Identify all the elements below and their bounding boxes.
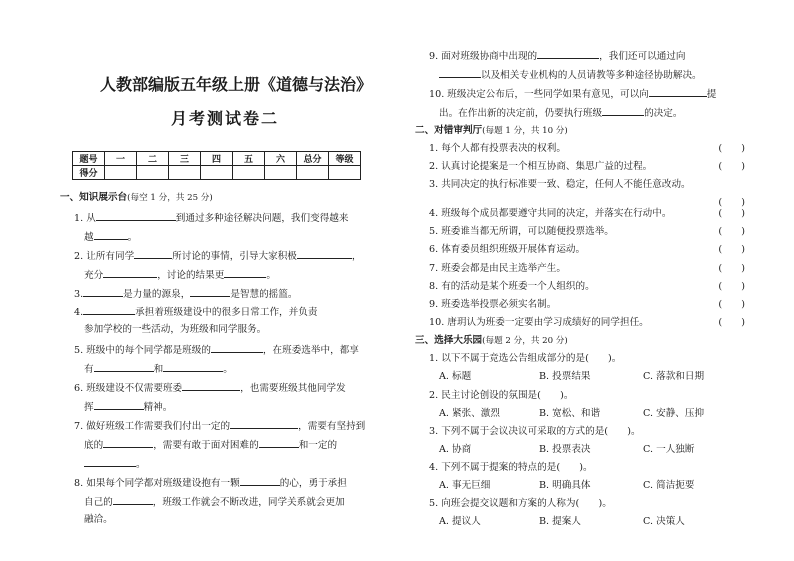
- option-c[interactable]: C. 安静、压抑: [643, 408, 705, 419]
- choice-options: [439, 443, 694, 456]
- question-text: 。: [127, 232, 138, 243]
- question-text: 提: [706, 89, 717, 100]
- answer-paren[interactable]: ( ): [718, 226, 745, 237]
- option-c[interactable]: C. 决策人: [643, 516, 685, 527]
- score-cell[interactable]: [137, 166, 169, 180]
- question-text: 以及相关专业机构的人员请教等多种途径协助解决。: [481, 70, 702, 81]
- answer-blank[interactable]: [103, 437, 153, 448]
- fill-question-2-cont: [84, 267, 276, 282]
- question-text: 自己的: [84, 497, 113, 508]
- question-text: 所讨论的事情，引导大家积极: [172, 251, 297, 262]
- question-text: 到通过多种途径解决问题，我们变得越来: [175, 213, 349, 224]
- answer-blank[interactable]: [163, 361, 223, 372]
- choice-question: 1. 以下不属于竞选公告组成部分的是( )。: [429, 353, 622, 364]
- statement-text: 2. 认真讨论提案是一个相互协商、集思广益的过程。: [429, 161, 653, 172]
- score-header-cell: 二: [137, 152, 169, 166]
- question-text: 。: [266, 270, 276, 281]
- question-text: 10. 班级决定公布后，一些同学如果有意见，可以向: [429, 89, 649, 100]
- option-c[interactable]: C. 简洁扼要: [643, 480, 695, 491]
- fill-question-1-cont: [84, 229, 137, 244]
- statement-text: 10. 唐玥认为班委一定要由学习成绩好的同学担任。: [429, 317, 649, 328]
- question-text: 3.: [74, 289, 84, 300]
- true-false-item: [429, 178, 745, 191]
- fill-question-1: [74, 210, 348, 225]
- score-cell[interactable]: [233, 166, 265, 180]
- answer-paren[interactable]: ( ): [718, 317, 745, 328]
- fill-question-6: [74, 380, 346, 395]
- true-false-item: [429, 142, 745, 155]
- statement-text: 7. 班委会都是由民主选举产生。: [429, 263, 566, 274]
- option-b[interactable]: B. 投票结果: [539, 371, 591, 382]
- answer-blank[interactable]: [649, 86, 707, 97]
- question-text: 1. 从: [74, 213, 96, 224]
- question-text: 的决定。: [644, 108, 683, 119]
- fill-question-3: [74, 286, 297, 301]
- fill-question-2: [74, 248, 361, 263]
- fill-question-8-cont2: [84, 513, 113, 526]
- score-cell[interactable]: [265, 166, 297, 180]
- question-text: 。: [223, 364, 233, 375]
- true-false-item: [429, 280, 745, 293]
- option-b[interactable]: B. 宽松、和谐: [539, 408, 601, 419]
- answer-blank[interactable]: [602, 105, 644, 116]
- section1-heading: [60, 191, 213, 205]
- choice-options: [439, 370, 704, 383]
- section3-note: (每题 2 分，共 20 分): [482, 336, 568, 346]
- answer-blank[interactable]: [224, 267, 266, 278]
- option-b[interactable]: B. 提案人: [539, 516, 581, 527]
- question-text: ，: [351, 251, 362, 262]
- score-cell[interactable]: [169, 166, 201, 180]
- question-text: 有: [84, 364, 94, 375]
- statement-text: 3. 共同决定的执行标准要一致、稳定，任何人不能任意改动。: [429, 179, 691, 190]
- answer-blank[interactable]: [211, 342, 263, 353]
- answer-blank[interactable]: [259, 437, 299, 448]
- section1-title: 一、知识展示台: [60, 192, 128, 203]
- answer-blank[interactable]: [96, 210, 176, 221]
- true-false-item: [429, 262, 745, 275]
- score-header-cell: 题号: [73, 152, 105, 166]
- question-text: 8. 如果每个同学都对班级建设抱有一颗: [74, 478, 240, 489]
- fill-question-5-cont: [84, 361, 233, 376]
- question-text: ，在班委选举中，都享: [262, 345, 359, 356]
- answer-blank[interactable]: [83, 286, 123, 297]
- fill-question-5: [74, 342, 359, 357]
- true-false-item: [429, 243, 745, 256]
- score-row-label: 得分: [73, 166, 105, 180]
- answer-blank[interactable]: [537, 48, 599, 59]
- answer-blank[interactable]: [83, 304, 135, 315]
- question-text: 底的: [84, 440, 104, 451]
- score-header-cell: 总分: [297, 152, 329, 166]
- option-a[interactable]: A. 协商: [439, 444, 472, 455]
- answer-blank[interactable]: [240, 475, 280, 486]
- answer-paren[interactable]: ( ): [718, 143, 745, 154]
- choice-options: [439, 407, 704, 420]
- option-a[interactable]: A. 事无巨细: [439, 480, 491, 491]
- option-c[interactable]: C. 落款和日期: [643, 371, 705, 382]
- score-table-header-row: [73, 152, 361, 166]
- score-cell[interactable]: [105, 166, 137, 180]
- option-b[interactable]: B. 明确具体: [539, 480, 591, 491]
- question-text: 2. 让所有同学: [74, 251, 135, 262]
- question-text: 越: [84, 232, 94, 243]
- section3-title: 三、选择大乐园: [415, 335, 483, 346]
- answer-blank[interactable]: [230, 418, 298, 429]
- question-text: 的心，勇于承担: [279, 478, 347, 489]
- true-false-item: [429, 207, 745, 220]
- answer-blank[interactable]: [190, 286, 230, 297]
- answer-blank[interactable]: [439, 67, 481, 78]
- statement-text: 8. 有的活动是某个班委一个人组织的。: [429, 281, 595, 292]
- fill-question-9: [429, 48, 685, 63]
- answer-blank[interactable]: [84, 456, 136, 467]
- score-cell[interactable]: [329, 166, 361, 180]
- true-false-item: [429, 160, 745, 173]
- option-b[interactable]: B. 投票表决: [539, 444, 591, 455]
- choice-question: 3. 下列不属于会议决议可采取的方式的是( )。: [429, 426, 641, 437]
- exam-title: 人教部编版五年级上册《道德与法治》: [100, 75, 373, 94]
- answer-blank[interactable]: [182, 380, 240, 391]
- question-text: 挥: [84, 402, 94, 413]
- statement-text: 4. 班级每个成员都要遵守共同的决定，并落实在行动中。: [429, 208, 672, 219]
- true-false-item: [429, 298, 745, 311]
- answer-blank[interactable]: [94, 399, 144, 410]
- exam-subtitle: 月考测试卷二: [170, 109, 279, 128]
- answer-paren[interactable]: ( ): [718, 244, 745, 255]
- question-text: 充分: [84, 270, 104, 281]
- statement-text: 6. 体育委员组织班级开展体育运动。: [429, 244, 586, 255]
- fill-question-9-cont: [439, 67, 702, 82]
- question-text: ，需要有敢于面对困难的: [153, 440, 259, 451]
- choice-options: [439, 479, 694, 492]
- option-a[interactable]: A. 标题: [439, 371, 472, 382]
- true-false-item: [429, 225, 745, 238]
- question-text: ，也需要班级其他同学发: [240, 383, 346, 394]
- score-header-cell: 一: [105, 152, 137, 166]
- question-text: 9. 面对班级协商中出现的: [429, 51, 538, 62]
- choice-question: 4. 下列不属于提案的特点的是( )。: [429, 462, 593, 473]
- fill-question-10-cont: [439, 105, 682, 120]
- answer-paren[interactable]: ( ): [718, 281, 745, 292]
- choice-options: [439, 515, 685, 528]
- answer-paren[interactable]: ( ): [718, 197, 745, 208]
- fill-question-8: [74, 475, 347, 490]
- question-text: 承担着班级建设中的很多日常工作，并负责: [135, 307, 318, 318]
- question-text: ，班级工作就会不断改进，同学关系就会更加: [152, 497, 345, 508]
- score-cell[interactable]: [297, 166, 329, 180]
- score-table: [72, 151, 361, 180]
- question-text: 参加学校的一些活动，为班级和同学服务。: [84, 324, 267, 335]
- score-header-cell: 六: [265, 152, 297, 166]
- score-table-score-row: [73, 166, 361, 180]
- question-text: ，我们还可以通过向: [599, 51, 686, 62]
- question-text: 4.: [74, 307, 84, 318]
- answer-blank[interactable]: [297, 248, 352, 259]
- option-a[interactable]: A. 紧张、激烈: [439, 408, 500, 419]
- section1-note: (每空 1 分，共 25 分): [127, 193, 213, 203]
- question-text: 融洽。: [84, 514, 113, 525]
- fill-question-8-cont: [84, 494, 345, 509]
- score-header-cell: 四: [201, 152, 233, 166]
- answer-paren[interactable]: ( ): [718, 208, 745, 219]
- answer-paren[interactable]: ( ): [718, 161, 745, 172]
- true-false-item: [429, 316, 745, 329]
- score-header-cell: 等级: [329, 152, 361, 166]
- question-text: 精神。: [143, 402, 173, 413]
- answer-blank[interactable]: [103, 267, 157, 278]
- statement-text: 9. 班委选举投票必须实名制。: [429, 299, 557, 310]
- question-text: 出。在作出新的决定前，仍要执行班级: [439, 108, 603, 119]
- fill-question-7: [74, 418, 365, 433]
- question-text: 是智慧的摇篮。: [230, 289, 298, 300]
- question-text: 和: [153, 364, 164, 375]
- answer-blank[interactable]: [113, 494, 153, 505]
- section2-title: 二、对错审判厅: [415, 125, 483, 136]
- choice-question: 5. 向班会提交议题和方案的人称为( )。: [429, 498, 612, 509]
- question-text: 和一定的: [298, 440, 338, 451]
- question-text: 是力量的源泉，: [123, 289, 191, 300]
- fill-question-6-cont: [84, 399, 172, 414]
- question-text: ，需要有坚持到: [298, 421, 366, 432]
- answer-blank[interactable]: [134, 248, 172, 259]
- answer-paren[interactable]: ( ): [718, 263, 745, 274]
- answer-blank[interactable]: [94, 361, 154, 372]
- score-header-cell: 三: [169, 152, 201, 166]
- question-text: 6. 班级建设不仅需要班委: [74, 383, 183, 394]
- fill-question-7-cont: [84, 437, 337, 452]
- option-c[interactable]: C. 一人独断: [643, 444, 695, 455]
- section3-heading: [415, 334, 568, 348]
- answer-blank[interactable]: [94, 229, 128, 240]
- section2-heading: [415, 124, 568, 138]
- fill-question-4: [74, 304, 317, 319]
- choice-question: 2. 民主讨论创设的氛围是( )。: [429, 390, 574, 401]
- question-text: 7. 做好班级工作需要我们付出一定的: [74, 421, 231, 432]
- score-header-cell: 五: [233, 152, 265, 166]
- fill-question-10: [429, 86, 716, 101]
- section2-note: (每题 1 分，共 10 分): [482, 126, 568, 136]
- option-a[interactable]: A. 提议人: [439, 516, 481, 527]
- statement-text: 5. 班委谁当都无所谓，可以随便投票选举。: [429, 226, 614, 237]
- fill-question-4-cont: [84, 323, 266, 336]
- fill-question-7-cont2: [84, 456, 146, 471]
- score-cell[interactable]: [201, 166, 233, 180]
- statement-text: 1. 每个人都有投票表决的权利。: [429, 143, 566, 154]
- question-text: 5. 班级中的每个同学都是班级的: [74, 345, 211, 356]
- question-text: 。: [136, 459, 146, 470]
- question-text: ，讨论的结果更: [157, 270, 225, 281]
- answer-paren[interactable]: ( ): [718, 299, 745, 310]
